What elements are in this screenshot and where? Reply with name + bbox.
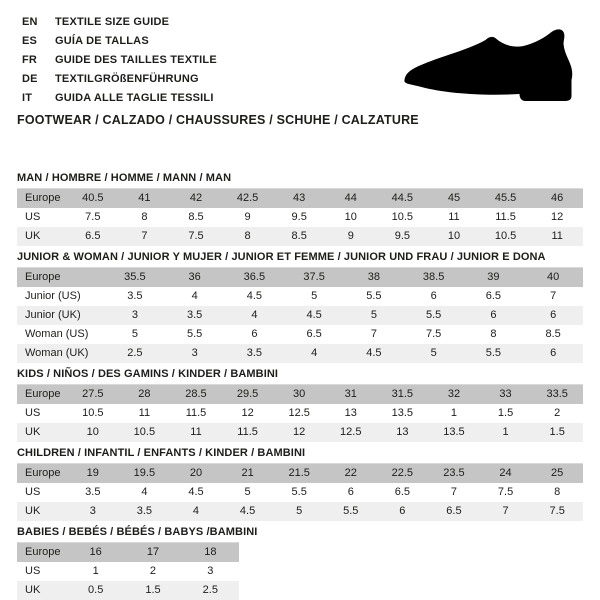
size-cell: 5	[311, 290, 318, 302]
size-cell: 3	[207, 565, 214, 577]
size-cell: 5.5	[366, 290, 382, 302]
size-cell: 24	[499, 467, 512, 479]
size-cell: 7	[550, 290, 557, 302]
size-cell: 11.5	[495, 211, 516, 223]
size-cell: 28	[138, 388, 151, 400]
category-heading: FOOTWEAR / CALZADO / CHAUSSURES / SCHUHE / CALZATURE	[17, 113, 419, 127]
size-cell: 3.5	[246, 347, 263, 359]
size-cell: 21.5	[288, 467, 310, 479]
size-cell: 1.5	[549, 426, 565, 438]
size-cell: 7	[450, 486, 458, 498]
row-label-cell: Europe	[25, 546, 61, 558]
table-row	[17, 464, 583, 484]
size-cell: 43	[293, 192, 306, 204]
table-row	[17, 385, 583, 405]
size-cell: 5	[430, 347, 437, 359]
language-code: FR	[22, 53, 38, 66]
size-cell: 32	[447, 388, 461, 400]
size-cell: 40.5	[82, 192, 104, 204]
size-cell: 12	[293, 426, 306, 438]
size-cell: 6.5	[85, 230, 101, 242]
size-cell: 7.5	[497, 486, 514, 498]
language-label: GUIDA ALLE TAGLIE TESSILI	[55, 91, 214, 104]
size-cell: 0.5	[88, 584, 104, 596]
size-cell: 5.5	[291, 486, 307, 498]
size-cell: 5.5	[485, 347, 502, 359]
size-cell: 5.5	[186, 328, 203, 340]
size-cell: 13	[396, 426, 409, 438]
size-cell: 2	[554, 407, 561, 419]
size-cell: 39	[487, 271, 500, 283]
table-row	[17, 543, 239, 563]
size-cell: 4	[251, 309, 258, 321]
row-label-cell: UK	[25, 584, 41, 596]
size-cell: 1	[502, 426, 509, 438]
size-cell: 3	[191, 347, 198, 359]
size-cell: 41	[138, 192, 151, 204]
size-cell: 27.5	[82, 388, 104, 400]
table-row	[17, 325, 583, 344]
size-cell: 9	[244, 211, 251, 223]
size-section	[17, 526, 583, 600]
size-cell: 2.5	[127, 347, 143, 359]
table-row	[17, 404, 583, 423]
row-label-cell: US	[25, 407, 41, 419]
size-table	[17, 542, 239, 600]
size-cell: 6	[399, 505, 406, 517]
size-cell: 6	[490, 309, 497, 321]
size-cell: 4	[141, 486, 148, 498]
size-cell: 11	[448, 211, 460, 223]
row-label-cell: Europe	[25, 192, 61, 204]
size-cell: 6	[550, 347, 557, 359]
size-cell: 3.5	[136, 505, 153, 517]
language-label: TEXTILGRÖßENFÜHRUNG	[55, 72, 199, 85]
size-cell: 22	[344, 467, 357, 479]
language-label: TEXTILE SIZE GUIDE	[55, 15, 170, 28]
size-table	[17, 463, 583, 521]
size-cell: 7	[502, 505, 509, 517]
table-row	[17, 287, 583, 306]
size-cell: 6.5	[446, 505, 462, 517]
table-row	[17, 423, 583, 442]
size-cell: 8	[554, 486, 561, 498]
size-cell: 7.5	[425, 328, 442, 340]
size-cell: 18	[204, 546, 217, 558]
size-cell: 11	[138, 407, 151, 419]
size-cell: 45.5	[494, 192, 517, 204]
size-cell: 33	[499, 388, 512, 400]
size-table	[17, 188, 583, 246]
size-cell: 6	[430, 290, 437, 302]
size-cell: 4.5	[239, 505, 256, 517]
size-cell: 9	[347, 230, 354, 242]
size-cell: 11	[190, 426, 202, 438]
size-cell: 42	[189, 192, 203, 204]
size-cell: 2.5	[202, 584, 218, 596]
size-cell: 12.5	[288, 407, 310, 419]
row-label-cell: Junior (UK)	[25, 309, 81, 321]
language-label: GUÍA DE TALLAS	[55, 34, 149, 47]
size-cell: 44	[344, 192, 357, 204]
size-cell: 1	[92, 565, 99, 577]
size-cell: 4.5	[366, 347, 382, 359]
size-cell: 8.5	[188, 211, 204, 223]
section-title: KIDS / NIÑOS / DES GAMINS / KINDER / BAMBINI	[17, 368, 279, 380]
size-section	[17, 172, 583, 246]
size-cell: 10	[86, 426, 99, 438]
size-cell: 13.5	[391, 407, 414, 419]
size-table	[17, 267, 583, 363]
size-section	[17, 447, 583, 521]
size-cell: 6	[550, 309, 557, 321]
row-label-cell: US	[25, 486, 41, 498]
section-title: BABIES / BEBÉS / BÉBÉS / BABYS /BAMBINI	[17, 526, 258, 538]
size-cell: 3.5	[85, 486, 101, 498]
size-cell: 3.5	[127, 290, 143, 302]
size-cell: 7	[141, 230, 148, 242]
size-cell: 31.5	[391, 388, 414, 400]
size-cell: 6	[251, 328, 258, 340]
size-cell: 19	[86, 467, 99, 479]
table-row	[17, 344, 583, 363]
row-label-cell: US	[25, 211, 41, 223]
size-cell: 17	[146, 546, 160, 558]
size-cell: 4	[192, 505, 200, 517]
table-row	[17, 502, 583, 521]
shoe-icon	[394, 24, 586, 104]
size-cell: 1.5	[145, 584, 161, 596]
size-cell: 29.5	[236, 388, 259, 400]
table-row	[17, 268, 583, 288]
size-cell: 4.5	[188, 486, 204, 498]
size-cell: 4.5	[306, 309, 322, 321]
size-tables	[17, 172, 583, 600]
size-cell: 6.5	[394, 486, 410, 498]
size-cell: 12	[241, 407, 254, 419]
table-row	[17, 227, 583, 246]
size-cell: 6	[347, 486, 354, 498]
size-cell: 4	[191, 290, 198, 302]
size-cell: 11.5	[237, 426, 258, 438]
size-cell: 7.5	[549, 505, 565, 517]
section-title: MAN / HOMBRE / HOMME / MANN / MAN	[17, 172, 232, 184]
table-row	[17, 581, 239, 600]
table-row	[17, 189, 583, 209]
size-cell: 42.5	[236, 192, 259, 204]
size-cell: 2	[149, 565, 157, 577]
size-cell: 10.5	[82, 407, 104, 419]
size-cell: 1.5	[497, 407, 514, 419]
section-title: JUNIOR & WOMAN / JUNIOR Y MUJER / JUNIOR ET FEMME / JUNIOR UND FRAU / JUNIOR E DONA	[17, 251, 546, 263]
table-row	[17, 562, 239, 581]
table-row	[17, 208, 583, 227]
size-section	[17, 251, 583, 363]
size-cell: 23.5	[443, 467, 465, 479]
row-label-cell: Europe	[25, 388, 61, 400]
size-cell: 37.5	[303, 271, 325, 283]
language-label: GUIDE DES TAILLES TEXTILE	[55, 53, 217, 66]
language-code: IT	[22, 91, 33, 104]
size-cell: 22.5	[391, 467, 414, 479]
size-cell: 5.5	[425, 309, 442, 321]
size-cell: 4.5	[246, 290, 263, 302]
size-cell: 10	[344, 211, 357, 223]
language-code: EN	[22, 15, 38, 28]
size-cell: 46	[551, 192, 564, 204]
row-label-cell: Europe	[25, 271, 61, 283]
size-cell: 12.5	[340, 426, 362, 438]
size-cell: 4	[311, 347, 318, 359]
size-cell: 38.5	[422, 271, 445, 283]
size-cell: 5	[296, 505, 303, 517]
size-cell: 10.5	[391, 211, 414, 223]
row-label-cell: Junior (US)	[25, 290, 81, 302]
size-cell: 8	[141, 211, 148, 223]
language-code: DE	[22, 72, 38, 85]
table-row	[17, 483, 583, 502]
size-cell: 11	[551, 230, 563, 242]
size-cell: 28.5	[185, 388, 207, 400]
row-label-cell: UK	[25, 230, 41, 242]
size-cell: 6.5	[485, 290, 502, 302]
size-cell: 7.5	[85, 211, 101, 223]
size-cell: 33.5	[546, 388, 568, 400]
row-label-cell: Woman (UK)	[25, 347, 89, 359]
row-label-cell: US	[25, 565, 41, 577]
size-cell: 5	[370, 309, 377, 321]
size-cell: 3	[89, 505, 96, 517]
size-cell: 8.5	[291, 230, 307, 242]
row-label-cell: Woman (US)	[25, 328, 89, 340]
size-cell: 16	[89, 546, 102, 558]
size-cell: 6.5	[306, 328, 322, 340]
size-cell: 3.5	[186, 309, 203, 321]
size-cell: 3	[131, 309, 138, 321]
size-cell: 40	[547, 271, 560, 283]
language-code: ES	[22, 34, 38, 47]
size-cell: 8	[244, 230, 251, 242]
size-cell: 5	[244, 486, 251, 498]
row-label-cell: Europe	[25, 467, 61, 479]
size-cell: 7	[370, 328, 377, 340]
size-cell: 8	[490, 328, 497, 340]
row-label-cell: UK	[25, 426, 41, 438]
size-cell: 10.5	[133, 426, 156, 438]
size-cell: 38	[367, 271, 380, 283]
size-cell: 19.5	[133, 467, 156, 479]
size-cell: 21	[241, 467, 254, 479]
size-cell: 10.5	[494, 230, 517, 242]
size-cell: 9.5	[394, 230, 410, 242]
row-label-cell: UK	[25, 505, 41, 517]
size-cell: 35.5	[124, 271, 146, 283]
size-cell: 11.5	[185, 407, 207, 419]
size-cell: 12	[551, 211, 564, 223]
size-cell: 5	[131, 328, 138, 340]
size-cell: 13.5	[443, 426, 465, 438]
size-cell: 7.5	[188, 230, 204, 242]
size-cell: 45	[447, 192, 461, 204]
size-cell: 13	[344, 407, 357, 419]
size-cell: 31	[344, 388, 357, 400]
size-section	[17, 368, 583, 442]
size-cell: 5.5	[343, 505, 359, 517]
section-title: CHILDREN / INFANTIL / ENFANTS / KINDER / BAMBINI	[17, 447, 306, 459]
size-cell: 1	[450, 407, 458, 419]
size-cell: 44.5	[391, 192, 414, 204]
size-cell: 30	[293, 388, 306, 400]
size-cell: 9.5	[291, 211, 307, 223]
size-cell: 8.5	[545, 328, 561, 340]
table-row	[17, 306, 583, 325]
size-cell: 36.5	[243, 271, 266, 283]
size-cell: 20	[189, 467, 203, 479]
size-cell: 25	[551, 467, 564, 479]
size-table	[17, 384, 583, 442]
size-cell: 10	[447, 230, 461, 242]
size-cell: 36	[188, 271, 201, 283]
